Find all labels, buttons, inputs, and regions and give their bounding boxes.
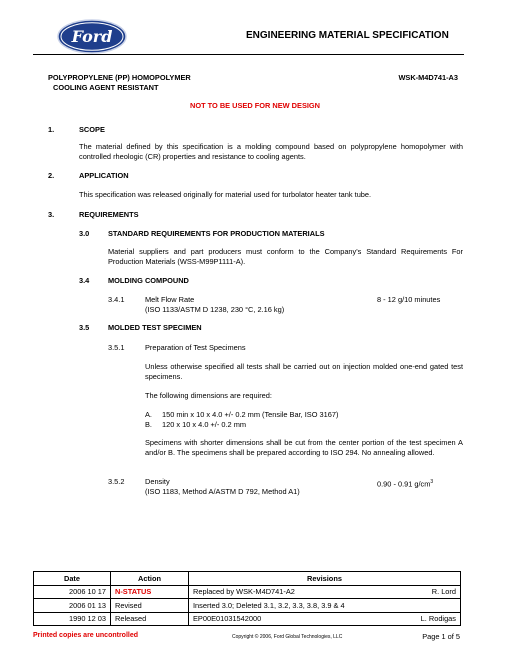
item-number: 3.5.1 [108, 343, 125, 352]
revision-cell [189, 585, 461, 599]
melt-flow-rate-label: Melt Flow Rate [145, 295, 195, 304]
density-label: Density [145, 477, 170, 486]
melt-flow-rate-value: 8 - 12 g/10 minutes [377, 295, 441, 304]
density-value-text: 0.90 - 0.91 g/cm [377, 479, 431, 489]
dimension-b: 120 x 10 x 4.0 +/- 0.2 mm [162, 420, 247, 429]
revision-cell [189, 612, 461, 626]
revision-text: EP00E01031542000 [193, 614, 262, 624]
revision-author: R. Lord [431, 587, 456, 597]
subsection-heading-standard-requirements: STANDARD REQUIREMENTS FOR PRODUCTION MATERIALS [108, 229, 325, 238]
revision-author: L. Rodigas [420, 614, 456, 624]
dimension-b-label: B. [145, 420, 152, 429]
subsection-number: 3.5 [79, 323, 90, 332]
preparation-label: Preparation of Test Specimens [145, 343, 246, 352]
product-title: POLYPROPYLENE (PP) HOMOPOLYMER [48, 73, 191, 82]
table-row [34, 612, 461, 626]
header-action: Action [111, 572, 189, 586]
spec-number: WSK-M4D741-A3 [398, 73, 458, 82]
revision-action: Revised [111, 599, 189, 613]
dimension-a: 150 min x 10 x 4.0 +/- 0.2 mm (Tensile Bar, ISO 3167) [162, 410, 339, 419]
ford-logo [57, 19, 127, 54]
revision-date: 2006 01 13 [34, 599, 111, 613]
application-paragraph: This specification was released originally for material used for turbolator heater tank tube. [79, 190, 372, 199]
product-subtitle: COOLING AGENT RESISTANT [53, 83, 159, 92]
specimen-paragraph: Specimens with shorter dimensions shall be cut from the center portion of the test specimen A and/or B. The specimens shall be prepared according to ISO 294. No annealing allowed. [145, 438, 463, 458]
revision-table-header [34, 572, 461, 586]
revision-table [33, 571, 461, 626]
preparation-paragraph: Unless otherwise specified all tests shall be carried out on injection molded one-end gated test specimens. [145, 362, 463, 382]
density-unit-superscript: 3 [430, 479, 434, 485]
revision-text: Inserted 3.0; Deleted 3.1, 3.2, 3.3, 3.8, 3.9 & 4 [193, 600, 345, 610]
uncontrolled-copy-notice: Printed copies are uncontrolled [33, 632, 139, 639]
section-number: 2. [48, 171, 55, 180]
revision-cell [189, 599, 461, 613]
header-divider [33, 54, 464, 55]
density-value [377, 477, 433, 490]
scope-paragraph: The material defined by this specification is a molding compound based on polypropylene homopolymer with controlled rheologic (CR) properties and resistance to cooling agents. [79, 142, 463, 162]
section-heading-application: APPLICATION [79, 171, 129, 180]
melt-flow-rate-method: (ISO 1133/ASTM D 1238, 230 °C, 2.16 kg) [145, 305, 285, 314]
section-heading-requirements: REQUIREMENTS [79, 210, 139, 219]
revision-action: N-STATUS [111, 585, 189, 599]
revision-text: Replaced by WSK-M4D741-A2 [193, 587, 295, 597]
section-number: 3. [48, 210, 55, 219]
page-number: Page 1 of 5 [422, 632, 460, 641]
subsection-number: 3.0 [79, 229, 90, 238]
revision-action: Released [111, 612, 189, 626]
dimension-a-label: A. [145, 410, 152, 419]
standard-requirements-paragraph: Material suppliers and part producers must conform to the Company's Standard Requirements For Production Materials (WSS-M99P1111-A). [108, 247, 463, 267]
logo-text: Ford [71, 27, 113, 46]
header-date: Date [34, 572, 111, 586]
table-row [34, 599, 461, 613]
header-revisions: Revisions [189, 572, 461, 586]
subsection-heading-molded-test-specimen: MOLDED TEST SPECIMEN [108, 323, 202, 332]
revision-date: 1990 12 03 [34, 612, 111, 626]
warning-notice: NOT TO BE USED FOR NEW DESIGN [189, 101, 321, 110]
document-header-title: ENGINEERING MATERIAL SPECIFICATION [246, 30, 449, 41]
copyright-notice: Copyright © 2006, Ford Global Technologies, LLC [232, 634, 343, 640]
item-number: 3.4.1 [108, 295, 125, 304]
section-heading-scope: SCOPE [79, 125, 105, 134]
density-method: (ISO 1183, Method A/ASTM D 792, Method A1) [145, 487, 300, 496]
revision-date: 2006 10 17 [34, 585, 111, 599]
table-row [34, 585, 461, 599]
item-number: 3.5.2 [108, 477, 125, 486]
dimensions-intro: The following dimensions are required: [145, 391, 272, 400]
subsection-heading-molding-compound: MOLDING COMPOUND [108, 276, 189, 285]
subsection-number: 3.4 [79, 276, 90, 285]
section-number: 1. [48, 125, 55, 134]
